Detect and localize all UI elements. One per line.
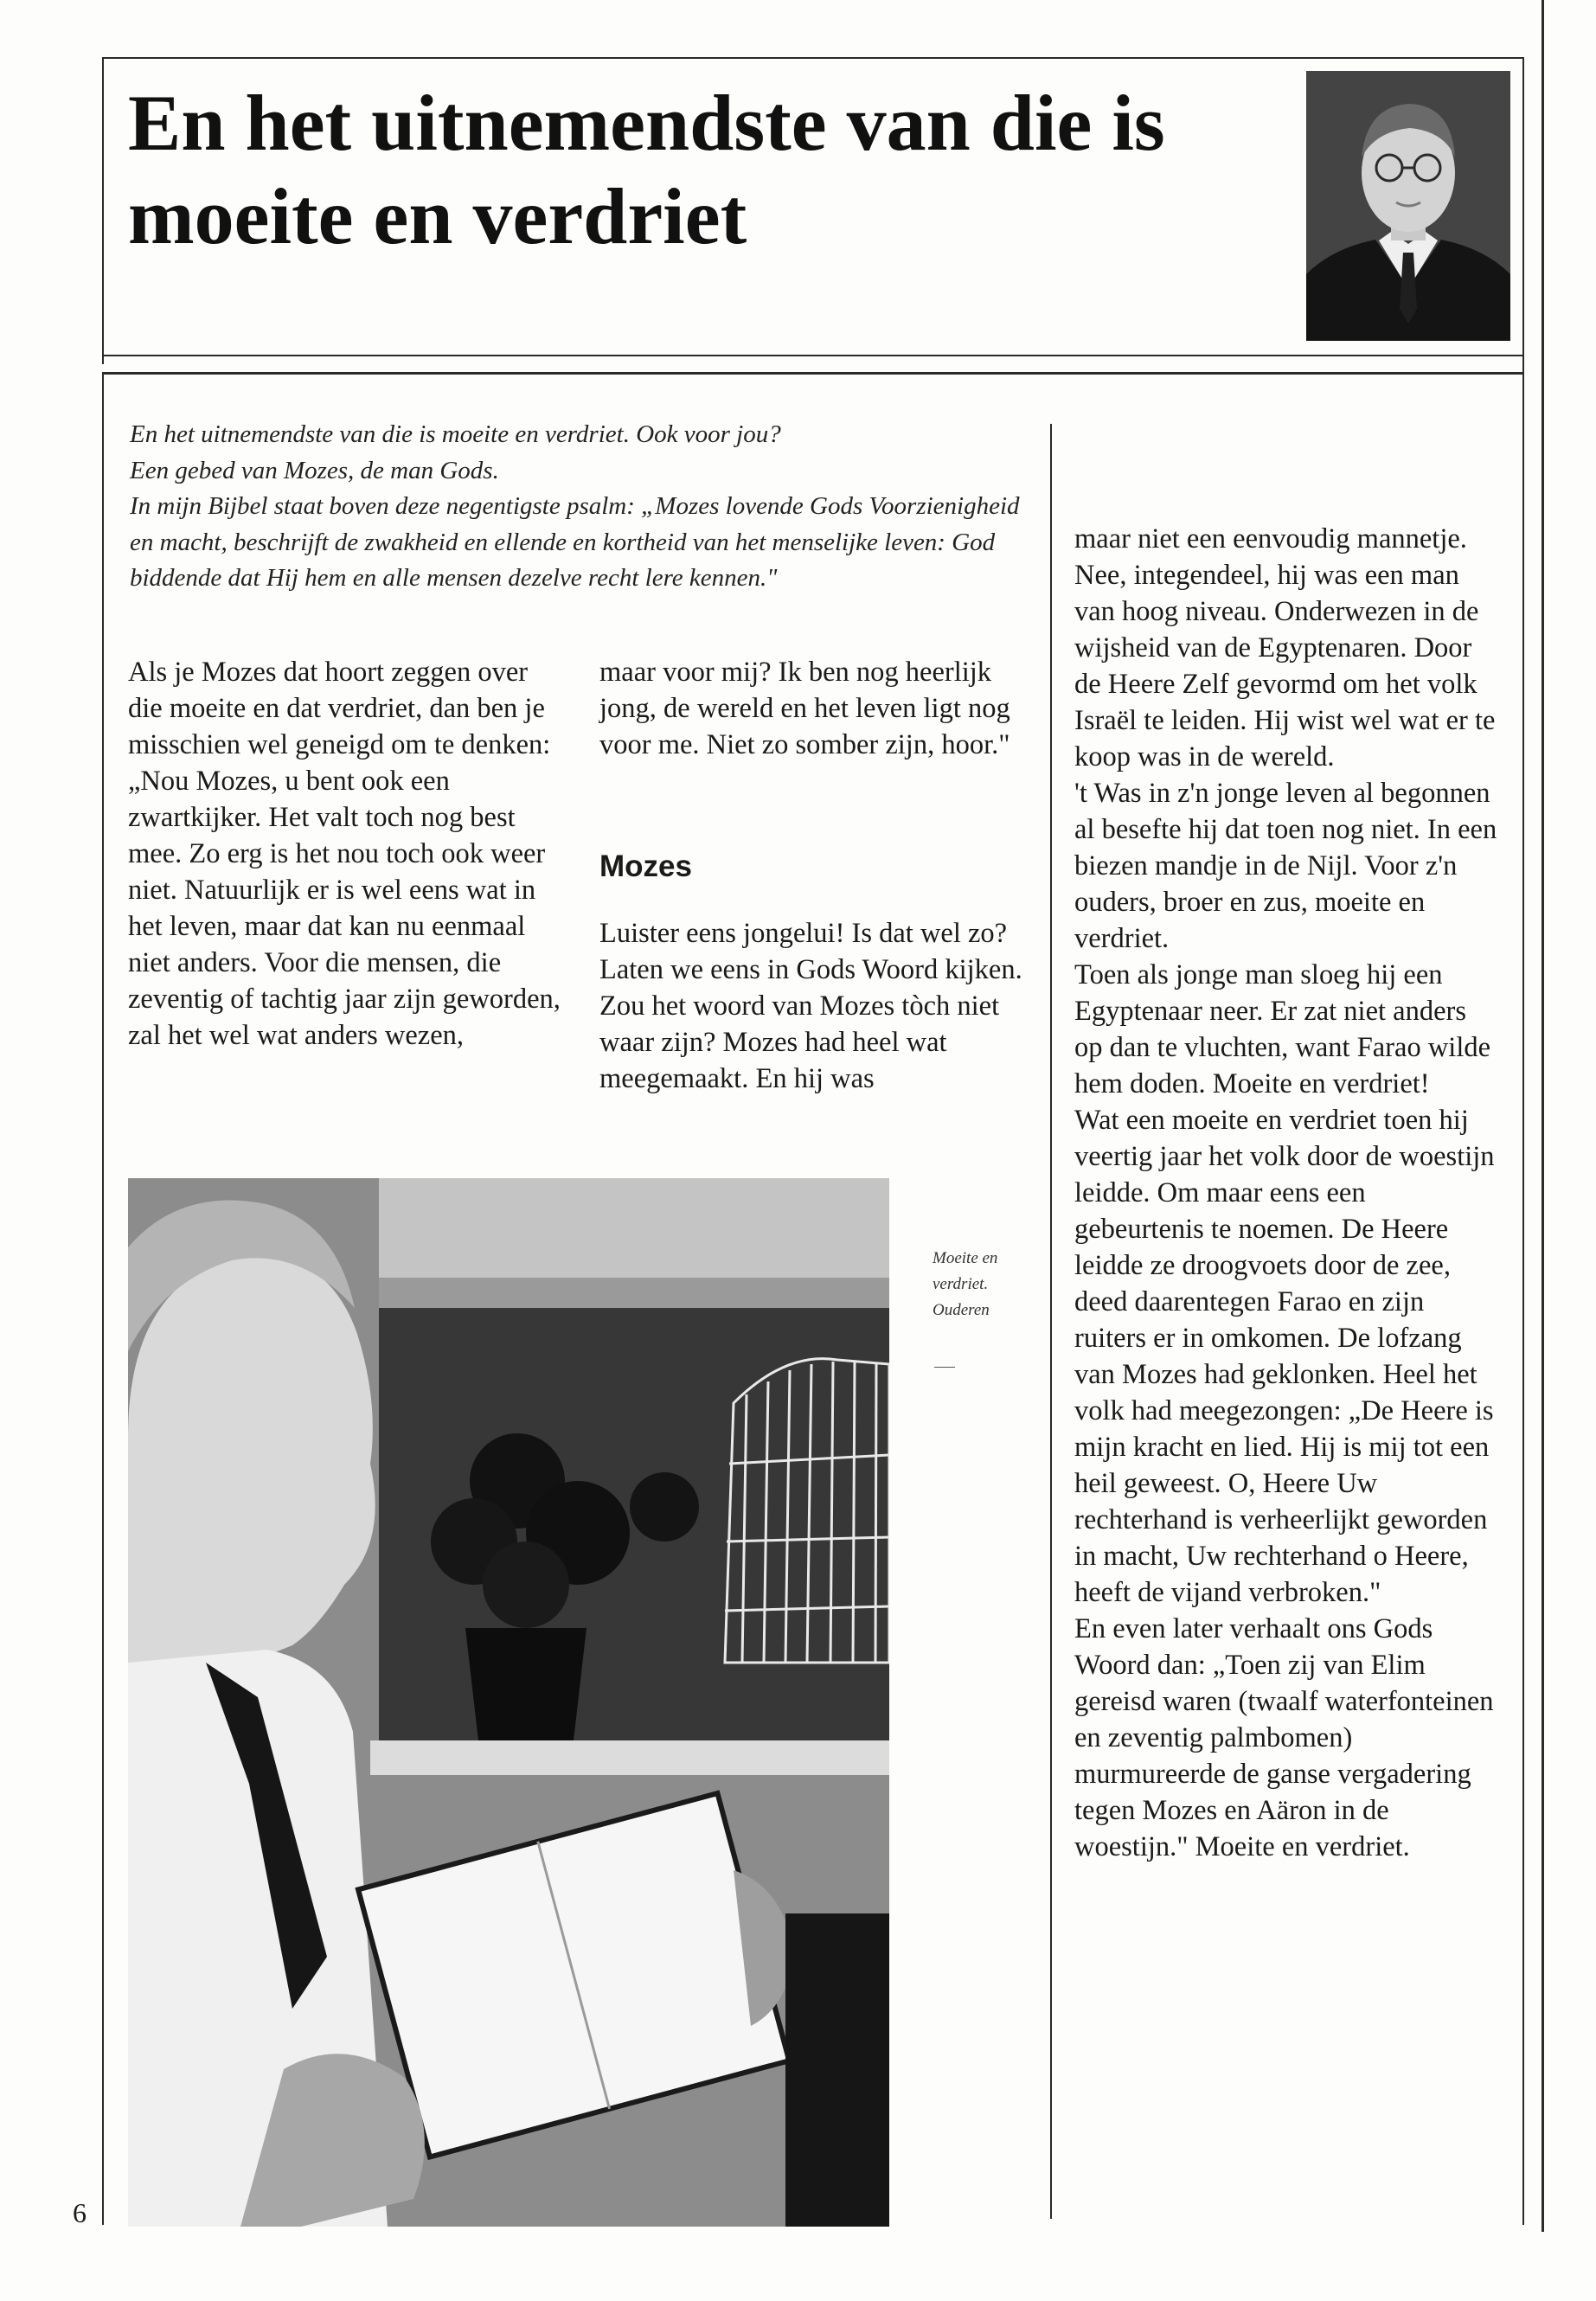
- column-2-top-paragraph: maar voor mij? Ik ben nog heerlijk jong, de wereld en het leven ligt nog voor me. Niet zo somber zijn, hoor.": [599, 657, 1010, 760]
- intro-line-1: En het uitnemendste van die is moeite en verdriet. Ook voor jou?: [130, 420, 781, 448]
- right-page-edge: [1542, 0, 1544, 2232]
- column-3-paragraph: maar niet een eenvoudig mannetje. Nee, integendeel, hij was een man van hoog niveau. Onderwezen in de wijsheid van de Egyptenaren. Door de Heere Zelf gevormd om het volk Israël te leiden. Hij wist wel wat er te koop was in de wereld.: [1074, 523, 1496, 772]
- column-1-paragraph: Als je Mozes dat hoort zeggen over die moeite en dat verdriet, dan ben je misschien wel geneigd om te denken: „Nou Mozes, u bent ook een zwartkijker. Het valt toch nog best mee. Zo erg is het nou toch ook weer niet. Natuurlijk er is wel eens wat in het leven, maar dat kan nu eenmaal niet anders. Voor die mensen, die zeventig of tachtig jaar zijn geworden, zal het wel wat anders wezen,: [128, 657, 561, 1051]
- title-box-left-rule: [102, 57, 104, 364]
- page-number: 6: [73, 2197, 87, 2228]
- author-portrait: [1306, 71, 1510, 341]
- intro-line-2: Een gebed van Mozes, de man Gods.: [130, 456, 499, 484]
- title-box-bottom-rule: [102, 355, 1524, 356]
- article-intro: [130, 417, 1021, 597]
- column-3-paragraph: Wat een moeite en verdriet toen hij veertig jaar het volk door de woestijn leidde. Om maar eens een gebeurtenis te noemen. De Heere leidde ze droogvoets door de zee, deed daarentegen Farao en zijn ruiters er in omkomen. De lofzang van Mozes had geklonken. Heel het volk had meegezongen: „De Heere is mijn kracht en lied. Hij is mij tot een heil geweest. O, Heere Uw rechterhand is verheerlijkt geworden in macht, Uw rechterhand o Heere, heeft de vijand verbroken.": [1074, 1105, 1495, 1608]
- intro-line-3: In mijn Bijbel staat boven deze negentigste psalm: „Mozes lovende Gods Voorzienigheid en macht, beschrijft de zwakheid en ellende en kortheid van het menselijke leven: God biddende dat Hij hem en alle mensen dezelve recht lere kennen.": [130, 492, 1020, 592]
- header-divider-rule: [102, 372, 1524, 375]
- article-photo: [128, 1178, 889, 2227]
- elderly-man-reading-photo: [128, 1178, 889, 2227]
- caption-rule: [934, 1367, 955, 1368]
- section-heading-mozes: Mozes: [599, 849, 692, 883]
- body-column-3: [1074, 521, 1498, 1865]
- column-2-paragraph: Luister eens jongelui! Is dat wel zo?: [599, 918, 1008, 949]
- column-3-paragraph: En even later verhaalt ons Gods Woord dan: „Toen zij van Elim gereisd waren (twaalf waterfonteinen en zeventig palmbomen) murmureerde de ganse vergadering tegen Mozes en Aäron in de woestijn." Moeite en verdriet.: [1074, 1613, 1494, 1862]
- body-column-2-top: [599, 654, 1028, 763]
- column-2-paragraph: Laten we eens in Gods Woord kijken. Zou het woord van Mozes tòch niet waar zijn? Mozes had heel wat meegemaakt. En hij was: [599, 954, 1022, 1094]
- column-3-paragraph: Toen als jonge man sloeg hij een Egyptenaar neer. Er zat niet anders op dan te vluchten, want Farao wilde hem doden. Moeite en verdriet!: [1074, 959, 1491, 1099]
- body-left-rule: [102, 374, 104, 2225]
- title-box-right-rule: [1522, 57, 1524, 374]
- body-column-1: [128, 654, 561, 1054]
- body-right-rule: [1522, 374, 1524, 2225]
- column-divider-rule: [1050, 424, 1052, 2219]
- body-column-2: [599, 915, 1028, 1097]
- photo-caption: Moeite en verdriet. Ouderen: [933, 1249, 998, 1319]
- column-3-paragraph: 't Was in z'n jonge leven al begonnen al besefte hij dat toen nog niet. In een biezen mandje in de Nijl. Voor z'n ouders, broer en zus, moeite en verdriet.: [1074, 778, 1497, 954]
- article-title: En het uitnemendste van die is moeite en verdriet: [128, 79, 1165, 260]
- title-box-top-rule: [102, 57, 1524, 59]
- author-portrait-image: [1306, 71, 1510, 341]
